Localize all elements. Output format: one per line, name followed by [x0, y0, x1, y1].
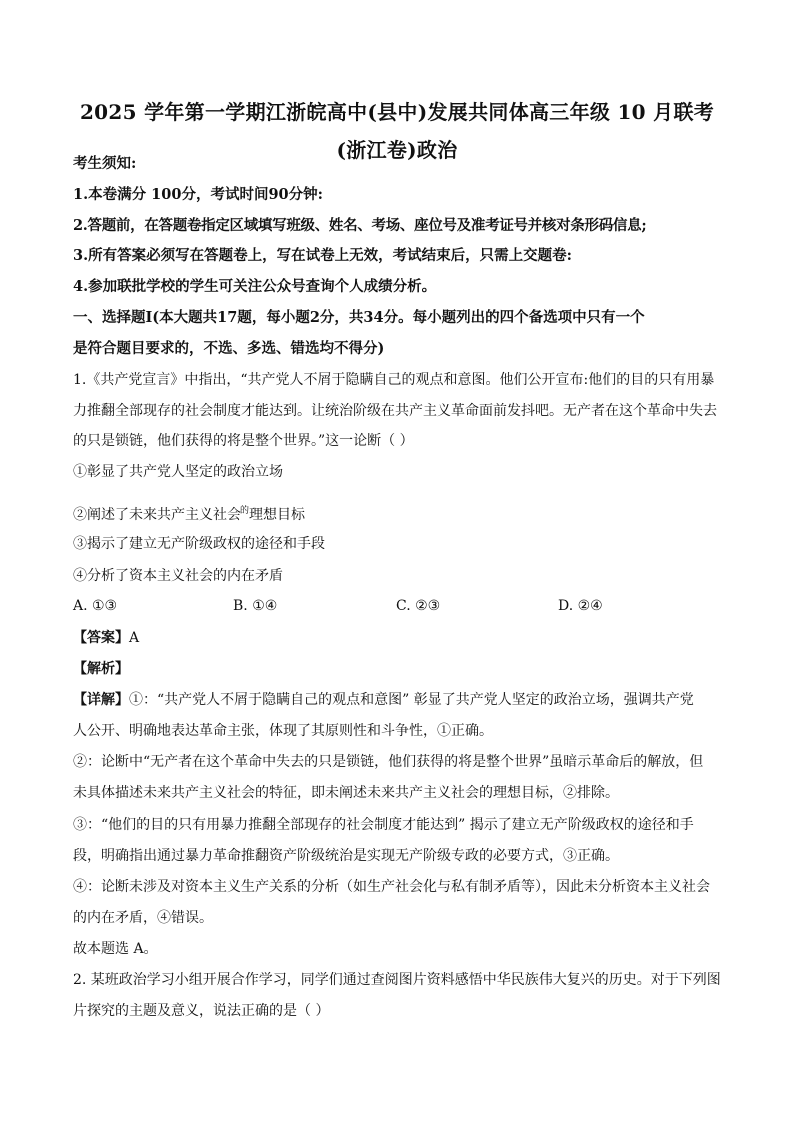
question-1-statement: ①彰显了共产党人坚定的政治立场	[73, 464, 283, 480]
question-2-stem-line: 2. 某班政治学习小组开展合作学习，同学们通过查阅图片资料感悟中华民族伟大复兴的历史。对于下列图	[73, 972, 721, 988]
notice-item: 3.所有答案必须写在答题卷上，写在试卷上无效，考试结束后，只需上交题卷:	[73, 247, 572, 264]
detail-line: 未具体描述未来共产主义社会的特征，即未阐述未来共产主义社会的理想目标，②排除。	[73, 785, 619, 801]
statement-text: ②阐述了未来共产主义社会	[73, 507, 241, 523]
detail-line: 段，明确指出通过暴力革命推翻资产阶级统治是实现无产阶级专政的必要方式，③正确。	[73, 848, 619, 864]
exam-title-line-1: 2025 学年第一学期江浙皖高中(县中)发展共同体高三年级 10 月联考	[79, 100, 715, 124]
notice-heading: 考生须知:	[73, 155, 137, 172]
question-1-stem-line: 的只是锁链，他们获得的将是整个世界。”这一论断（ ）	[73, 433, 414, 449]
section-heading-line-2: 是符合题目要求的，不选、多选、错选均不得分)	[73, 340, 385, 357]
detail-line	[73, 691, 733, 709]
question-1-statement: ④分析了资本主义社会的内在矛盾	[73, 568, 283, 584]
question-1-stem-line: 力推翻全部现存的社会制度才能达到。让统治阶级在共产主义革命面前发抖吧。无产者在这个革命中失去	[73, 403, 717, 419]
conclusion-line: 故本题选 A。	[73, 941, 158, 957]
notice-item: 2.答题前，在答题卷指定区域填写班级、姓名、考场、座位号及准考证号并核对条形码信息;	[73, 217, 647, 234]
detail-line: ④：论断未涉及对资本主义生产关系的分析（如生产社会化与私有制矛盾等），因此未分析资本主义社会	[73, 879, 710, 895]
answer-line	[73, 629, 733, 647]
detail-line: 人公开、明确地表达革命主张，体现了其原则性和斗争性，①正确。	[73, 723, 493, 739]
analysis-tag: 【解析】	[73, 661, 129, 677]
statement-text: 理想目标	[249, 507, 306, 523]
answer-value: A	[129, 630, 140, 646]
section-heading-line-1: 一、选择题Ⅰ(本大题共17题，每小题2分，共34分。每小题列出的四个备选项中只有一个	[73, 309, 645, 326]
question-1-stem-line: 1.《共产党宣言》中指出，“共产党人不屑于隐瞒自己的观点和意图。他们公开宣布:他们的目的只有用暴	[73, 372, 715, 388]
detail-line: ②：论断中“无产者在这个革命中失去的只是锁链，他们获得的将是整个世界”虽暗示革命后的解放，但	[73, 754, 704, 770]
question-1-statement: ③揭示了建立无产阶级政权的途径和手段	[73, 536, 325, 552]
question-2-stem-line: 片探究的主题及意义，说法正确的是（ ）	[73, 1003, 330, 1019]
answer-tag: 【答案】	[73, 630, 129, 646]
option-c: C. ②③	[396, 598, 441, 614]
option-a: A. ①③	[73, 598, 118, 614]
detail-line: ③：“他们的目的只有用暴力推翻全部现存的社会制度才能达到” 揭示了建立无产阶级政权的途径和手	[73, 817, 694, 833]
exam-title-line-2: (浙江卷)政治	[336, 138, 458, 162]
option-d: D. ②④	[558, 598, 603, 614]
notice-item: 1.本卷满分 100分，考试时间90分钟:	[73, 186, 323, 203]
stray-character: 的	[240, 506, 250, 516]
detail-line: 的内在矛盾，④错误。	[73, 910, 213, 926]
detail-text: ①：“共产党人不屑于隐瞒自己的观点和意图” 彰显了共产党人坚定的政治立场，强调共产党	[129, 692, 694, 708]
question-1-statement	[73, 502, 733, 524]
option-b: B. ①④	[233, 598, 278, 614]
analysis-line	[73, 660, 733, 678]
detail-tag: 【详解】	[73, 692, 129, 708]
notice-item: 4.参加联批学校的学生可关注公众号查询个人成绩分析。	[73, 278, 437, 295]
